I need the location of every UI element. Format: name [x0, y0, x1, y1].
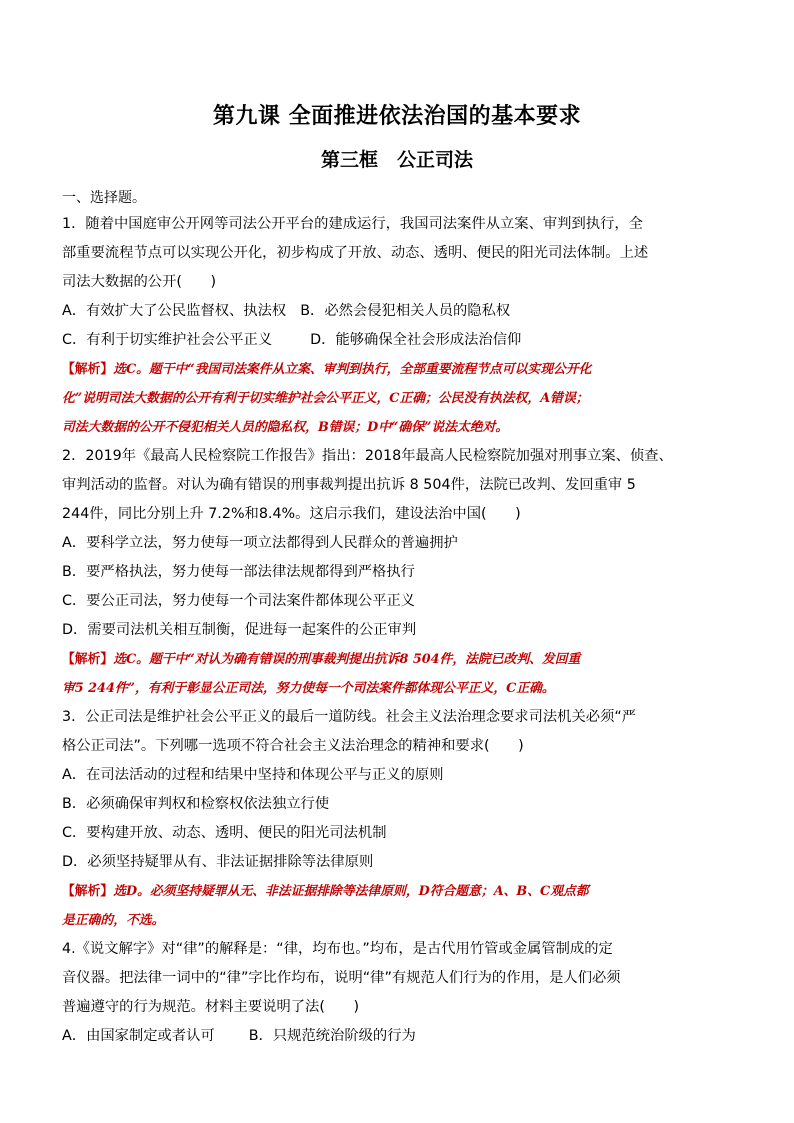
analysis-tag: 【解析】 [62, 884, 114, 899]
question-1-line-1: 1．随着中国庭审公开网等司法公开平台的建成运行，我国司法案件从立案、审判到执行，全 [62, 216, 643, 232]
question-2-option-d: D．需要司法机关相互制衡，促进每一起案件的公正审判 [62, 622, 417, 638]
question-1 [62, 210, 742, 442]
question-1-option-c: C．有利于切实维护社会公平正义 [62, 332, 273, 348]
page-subtitle: 第三框 公正司法 [320, 149, 473, 171]
question-1-analysis-line-1: 【解析】选C。题干中“我国司法案件从立案、审判到执行，全部重要流程节点可以实现公开化 [62, 362, 592, 377]
question-2-analysis-line-1: 【解析】选C。题干中“对认为确有错误的刑事裁判提出抗诉8 504件，法院已改判、发回重 [62, 652, 581, 667]
question-1-line-3: 司法大数据的公开( ) [62, 274, 217, 290]
question-2 [62, 442, 742, 703]
question-4 [62, 935, 742, 1051]
question-3-analysis-line-1: 【解析】选D。必须坚持疑罪从无、非法证据排除等法律原则，D符合题意；A、B、C观点都 [62, 884, 589, 899]
question-3-option-b: B．必须确保审判权和检察权依法独立行使 [62, 796, 330, 812]
question-3-option-d: D．必须坚持疑罪从有、非法证据排除等法律原则 [62, 854, 374, 870]
question-1-analysis-line-3: 司法大数据的公开不侵犯相关人员的隐私权，B错误；D中“确保”说法太绝对。 [62, 420, 509, 435]
question-3-line-1: 3．公正司法是维护社会公平正义的最后一道防线。社会主义法治理念要求司法机关必须“严 [62, 709, 637, 725]
question-4-option-a: A．由国家制定或者认可 [62, 1028, 215, 1044]
analysis-tag: 【解析】 [62, 652, 114, 667]
question-4-line-2: 音仪器。把法律一词中的“律”字比作均布，说明“律”有规范人们行为的作用，是人们必须 [62, 970, 621, 986]
question-1-options-row-2 [62, 326, 742, 355]
question-4-line-3: 普遍遵守的行为规范。材料主要说明了法( ) [62, 999, 360, 1015]
question-2-line-2: 审判活动的监督。对认为确有错误的刑事裁判提出抗诉 8 504件，法院已改判、发回重审 5 [62, 477, 636, 493]
question-1-options-row-1 [62, 297, 742, 326]
question-1-option-a: A．有效扩大了公民监督权、执法权 [62, 303, 287, 319]
question-list [62, 210, 742, 1051]
question-4-options-row-1 [62, 1022, 742, 1051]
question-3 [62, 703, 742, 935]
question-1-option-b: B．必然会侵犯相关人员的隐私权 [300, 303, 511, 319]
question-2-analysis-line-2: 审5 244件”，有利于彰显公正司法，努力使每一个司法案件都体现公平正义，C正确。 [62, 681, 555, 696]
question-1-line-2: 部重要流程节点可以实现公开化，初步构成了开放、动态、透明、便民的阳光司法体制。上述 [62, 245, 649, 261]
question-2-line-1: 2．2019年《最高人民检察院工作报告》指出：2018年最高人民检察院加强对刑事立案、侦查、 [62, 448, 673, 464]
question-2-option-a: A．要科学立法，努力使每一项立法都得到人民群众的普遍拥护 [62, 535, 458, 551]
page-title: 第九课 全面推进依法治国的基本要求 [212, 103, 582, 129]
analysis-tag: 【解析】 [62, 362, 114, 377]
question-2-option-b: B．要严格执法，努力使每一部法律法规都得到严格执行 [62, 564, 415, 580]
question-3-line-2: 格公正司法”。下列哪一选项不符合社会主义法治理念的精神和要求( ) [62, 738, 524, 754]
question-3-option-a: A．在司法活动的过程和结果中坚持和体现公平与正义的原则 [62, 767, 444, 783]
question-4-option-b: B．只规范统治阶级的行为 [248, 1028, 416, 1044]
question-2-option-c: C．要公正司法，努力使每一个司法案件都体现公平正义 [62, 593, 416, 609]
question-1-option-d: D．能够确保全社会形成法治信仰 [310, 332, 522, 348]
section-heading: 一、选择题。 [62, 190, 146, 206]
question-4-line-1: 4.《说文解字》对“律”的解释是：“律，均布也。”均布，是古代用竹管或金属管制成的定 [62, 941, 613, 957]
question-3-analysis-line-2: 是正确的，不选。 [62, 913, 165, 928]
question-2-line-3: 244件，同比分别上升 7.2%和8.4%。这启示我们，建设法治中国( ) [62, 506, 521, 522]
question-3-option-c: C．要构建开放、动态、透明、便民的阳光司法机制 [62, 825, 387, 841]
question-1-analysis-line-2: 化”说明司法大数据的公开有利于切实维护社会公平正义，C正确；公民没有执法权，A错误； [62, 391, 589, 406]
